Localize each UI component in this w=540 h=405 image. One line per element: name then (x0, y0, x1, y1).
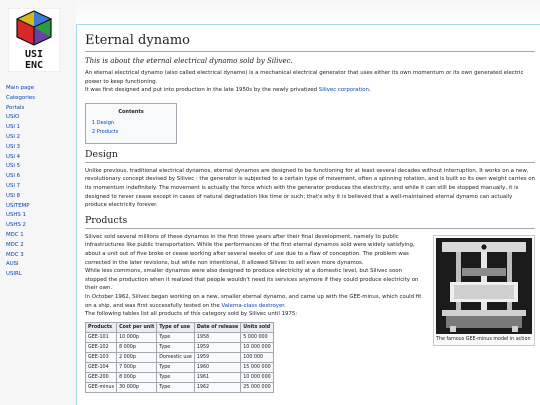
dynamo-machine-illustration (436, 238, 532, 334)
products-table (85, 322, 274, 393)
intro-paragraph: An eternal electrical dynamo (also called electrical dynamo) is a mechanical electrical generator that uses either its own momentum or its own generated electric power to keep functioning. (85, 70, 524, 85)
sidebar-item-ushs-2[interactable] (6, 221, 74, 231)
table-cell: GEE-200 (86, 372, 117, 382)
products-paragraph-1: Silivec sold several millions of these dynamos in the first three years after their final development, namely to public infrastructures like public transportation. While the performances of the first eternal dynamos sold were widely satisfying, about a unit out of five broke or cease working after several weeks of use due to a flaw of conception. The problem was corrected in the later revisions, but while non intentional, it allowed Silivec to sell even more dynamos. (85, 233, 415, 266)
sidebar-item-usi-8[interactable] (6, 192, 74, 202)
column-header: Products (86, 322, 117, 332)
column-header: Date of release (194, 322, 240, 332)
sidebar-link[interactable]: USI 8 (6, 192, 21, 199)
sidebar-item-ausi[interactable] (6, 260, 74, 270)
sidebar-link[interactable]: USI 7 (6, 182, 21, 189)
sidebar-item-main-page[interactable] (6, 84, 74, 94)
logo-line1: USI (24, 49, 44, 60)
intro-text: It was first designed and put into production in the late 1950s by the newly privatized (85, 87, 319, 94)
sidebar-link[interactable]: USITEMP (6, 202, 30, 209)
table-cell: GEE-101 (86, 332, 117, 342)
sidebar-item-usi-4[interactable] (6, 153, 74, 163)
table-row (86, 362, 274, 372)
content-area (76, 24, 540, 405)
table-row (86, 352, 274, 362)
sidebar-item-ushs-1[interactable] (6, 211, 74, 221)
column-header: Cost per unit (117, 322, 157, 332)
toc-item-products[interactable] (92, 128, 170, 137)
sidebar-item-usitemp[interactable] (6, 202, 74, 212)
table-cell: 1959 (194, 342, 240, 352)
table-cell: 1960 (194, 362, 240, 372)
sidebar-link[interactable]: USIO (6, 114, 20, 121)
sidebar-link[interactable]: MDC 1 (6, 231, 24, 238)
table-row (86, 332, 274, 342)
intro-text-end: . (368, 87, 371, 94)
sidebar-item-mdc-3[interactable] (6, 251, 74, 261)
table-cell: 15 000 000 (241, 362, 273, 372)
table-cell: Type (157, 332, 195, 342)
sidebar-item-usi-5[interactable] (6, 162, 74, 172)
logo-cube-icon (8, 8, 60, 72)
sidebar-item-usi-1[interactable] (6, 123, 74, 133)
table-cell: 10 000p (117, 332, 157, 342)
products-paragraph-2: While less commons, smaller dynamos were also designed to produce electricity at a domestic level, but Silivec soon stopped the production when it realized that people wouldn't need its services anymore if they could produce electricity on their own. (85, 268, 419, 292)
sidebar-item-usio[interactable] (6, 113, 74, 123)
table-cell: GEE-102 (86, 342, 117, 352)
table-cell: 1959 (194, 352, 240, 362)
table-cell: Domestic use (157, 352, 195, 362)
site-logo[interactable] (8, 8, 60, 72)
table-cell: 25 000 000 (241, 382, 273, 392)
sidebar-link[interactable]: USI 1 (6, 124, 21, 131)
table-cell: 1961 (194, 372, 240, 382)
sidebar-link[interactable]: Main page (6, 85, 35, 91)
top-bar (76, 0, 540, 24)
table-cell: 1958 (194, 332, 240, 342)
table-cell: GEE-103 (86, 352, 117, 362)
sidebar-link[interactable]: AUSI (6, 261, 19, 268)
products-paragraph-4: The following tables list all products of this category sold by Silivec until 1975: (85, 311, 298, 318)
toc-item-design[interactable] (92, 119, 170, 128)
sidebar-item-usi-7[interactable] (6, 182, 74, 192)
table-of-contents (85, 103, 177, 144)
table-cell: 5 000 000 (241, 332, 273, 342)
products-text-b: . (284, 302, 286, 309)
table-cell: 1962 (194, 382, 240, 392)
sidebar-link[interactable]: USI 5 (6, 163, 21, 170)
sidebar (0, 0, 76, 405)
intro-paragraph-2 (85, 86, 535, 95)
sidebar-item-usi-3[interactable] (6, 143, 74, 153)
sidebar-link[interactable]: Categories (6, 94, 36, 101)
valerna-destroyer-link[interactable]: Valerna-class destroyer (221, 302, 285, 309)
table-row (86, 372, 274, 382)
article-body (85, 33, 535, 393)
toc-list (92, 119, 170, 137)
sidebar-link[interactable]: Portals (6, 104, 25, 111)
sidebar-item-mdc-1[interactable] (6, 231, 74, 241)
table-cell: 100 000 (241, 352, 273, 362)
logo-line2: ENC (24, 60, 44, 71)
sidebar-link[interactable]: MDC 2 (6, 241, 24, 248)
table-cell: Type (157, 372, 195, 382)
table-cell: 8 000p (117, 342, 157, 352)
sidebar-link[interactable]: USHS 2 (6, 222, 26, 229)
table-cell: 7 000p (117, 362, 157, 372)
column-header: Type of use (157, 322, 195, 332)
sidebar-link[interactable]: MDC 3 (6, 251, 24, 258)
sidebar-item-mdc-2[interactable] (6, 241, 74, 251)
sidebar-navigation (6, 84, 74, 280)
table-cell: Type (157, 342, 195, 352)
column-header: Units sold (241, 322, 273, 332)
image-thumbnail[interactable] (433, 235, 535, 346)
table-cell: 10 000 000 (241, 342, 273, 352)
table-header-row (86, 322, 274, 332)
table-row (86, 382, 274, 392)
design-heading: Design (85, 149, 535, 163)
sidebar-item-portals[interactable] (6, 104, 74, 114)
sidebar-link[interactable]: USHS 1 (6, 212, 26, 219)
toc-link[interactable]: 1 Design (92, 119, 115, 126)
sidebar-link[interactable]: USI 6 (6, 173, 21, 180)
sidebar-link[interactable]: USI 2 (6, 133, 21, 140)
table-row (86, 342, 274, 352)
table-cell: 2 000p (117, 352, 157, 362)
sidebar-item-usi-2[interactable] (6, 133, 74, 143)
toc-link[interactable]: 2 Products (92, 128, 119, 135)
gee-minus-image[interactable] (436, 238, 532, 334)
sidebar-link[interactable]: USIRL (6, 271, 22, 278)
table-cell: 8 000p (117, 372, 157, 382)
sidebar-link[interactable]: USI 3 (6, 143, 21, 150)
sidebar-item-categories[interactable] (6, 94, 74, 104)
image-caption: The famous GEE-minus model in action (436, 336, 531, 342)
table-cell: Type (157, 362, 195, 372)
sidebar-item-usirl[interactable] (6, 270, 74, 280)
products-text-a: In October 1962, Silivec began working on a new, smaller eternal dynamo, and came up with the GEE-minus, which could fit on a ship, and was first successfully tested on the (85, 293, 422, 309)
sidebar-link[interactable]: USI 4 (6, 153, 21, 160)
table-cell: GEE-104 (86, 362, 117, 372)
products-paragraph-3 (85, 293, 423, 310)
table-cell: Type (157, 382, 195, 392)
table-cell: 10 000 000 (241, 372, 273, 382)
products-text (85, 233, 423, 393)
design-paragraph: Unlike previous, traditional electrical dynamos, eternal dynamos are designed to be functioning for at least several decades without interruption. It works on a new, revolutionary concept devised by Silivec : the generator is subjected to a certain type of movement, often a spinning rotation, and is built so its own weight carries on its momentum indefinitely. The movement is actually the force which with the generator produces the electricity, and while it can still be stopped manually, it is designed to never cease except in cases of natural degradation like time or such; that's why it is believed that a well-maintained eternal dynamo can actually produce electricity forever. (85, 167, 535, 209)
sidebar-item-usi-6[interactable] (6, 172, 74, 182)
silivec-link[interactable]: Silivec corporation (318, 87, 369, 94)
table-cell: 30 000p (117, 382, 157, 392)
toc-title: Contents (118, 108, 144, 115)
page-title: Eternal dynamo (85, 33, 535, 52)
products-heading: Products (85, 215, 535, 229)
page-tagline: This is about the eternal electrical dynamo sold by Silivec. (85, 57, 293, 65)
products-section (85, 233, 535, 393)
table-cell: GEE-minus (86, 382, 117, 392)
